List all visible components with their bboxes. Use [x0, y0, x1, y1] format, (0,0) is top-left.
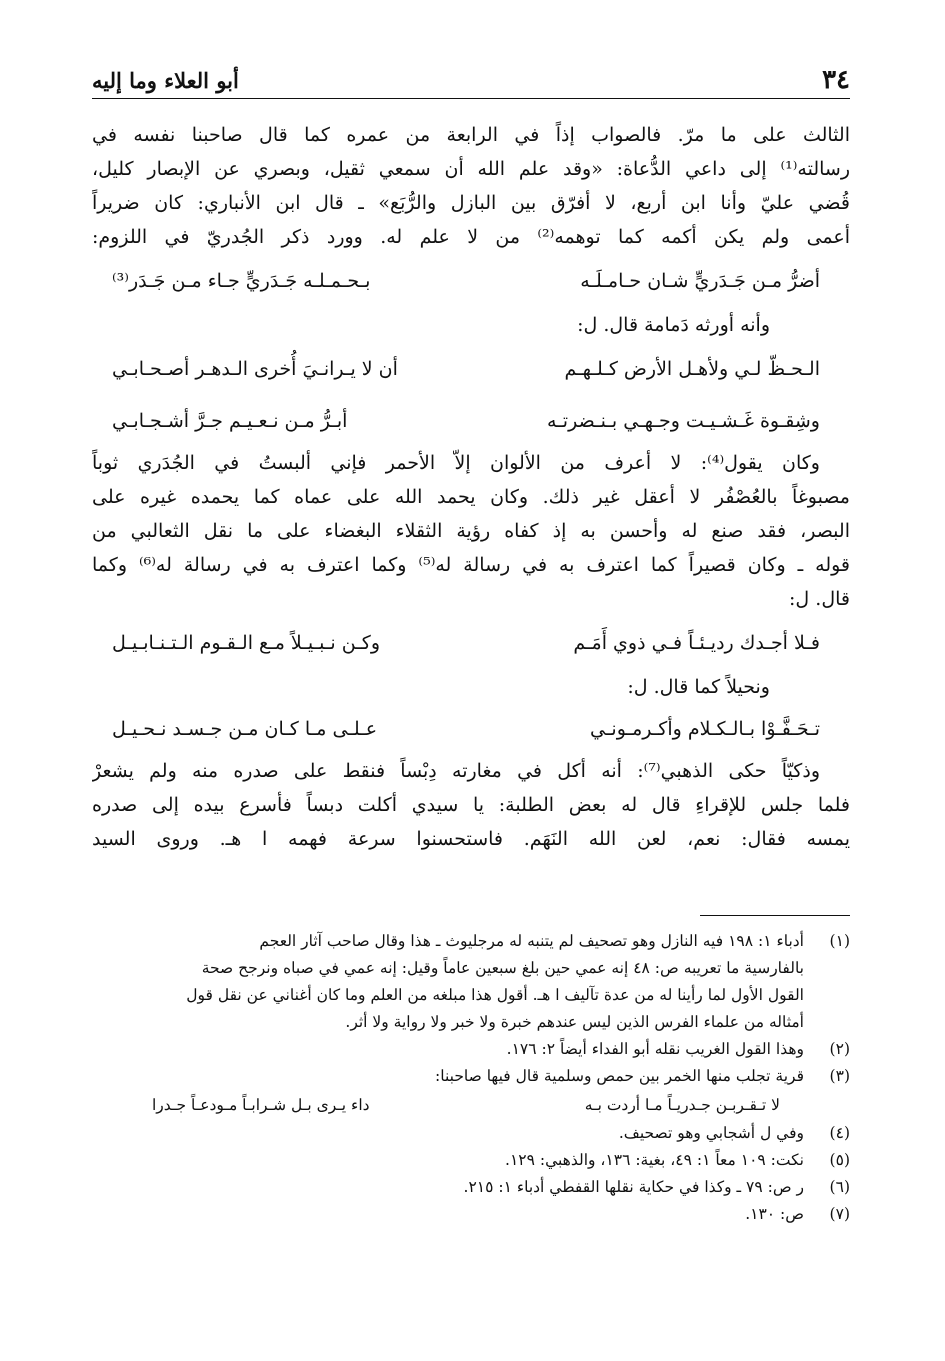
verse-hemistich-left: داء يـرى بـل شـرابـاً مـودعـاً جـدرا: [152, 1095, 370, 1114]
text-line: فلما جلس للإقراءِ قال له بعض الطلبة: يا سيدي أكلت دبساً فأسرع بيده إلى صدره: [92, 794, 850, 816]
text-line: ونحيلاً كما قال. ل:: [627, 676, 770, 698]
verse-hemistich-right: وشِقـوة غَـشـيـت وجـهـي بـنـضرتـه: [547, 410, 820, 432]
footnote-6: [92, 1174, 850, 1201]
footnote-4: [92, 1120, 850, 1147]
footnote-2: [92, 1036, 850, 1063]
text-line: قال. ل:: [789, 588, 850, 610]
verse-line: [92, 254, 850, 308]
verse-hemistich-right: لا تـقـربـن جـدريـاً مـا أردت بـه: [584, 1095, 780, 1114]
text-line: البصر، فقد صنع له وأحسن به إذ كفاه رؤية الثقلاء البغضاء على ما نقل الثعالبي من: [92, 520, 850, 542]
page-header: [92, 62, 850, 99]
footnote-text: قرية تجلب منها الخمر بين حمص وسلمية قال فيها صاحبنا:: [435, 1067, 804, 1085]
footnote-7: [92, 1201, 850, 1228]
footnote-separator: [700, 915, 850, 916]
text-line: أعمى ولم يكن أكمه كما توهمه⁽²⁾ من لا علم له. وورد ذكر الجُدريّ في اللزوم:: [92, 226, 850, 248]
verse-hemistich-right: تـحَـفَّـوْا بـالـكـلام وأكـرمـونـي: [590, 718, 820, 740]
footnote-text: أمثاله من علماء الفرس الذين ليس عندهم خبرة ولا خبر ولا رواية ولا أثر.: [345, 1013, 804, 1031]
verse-hemistich-left: وكـن نـبـيـلاً مـع الـقـوم الـتـنـابـيـل: [112, 632, 381, 654]
footnote-number: (٧): [829, 1205, 850, 1223]
footnote-number: (٦): [829, 1178, 850, 1196]
verse-line: [92, 704, 850, 754]
text-line: مصبوغاً بالعُصْفُر لا أعقل غير ذلك. وكان يحمد الله على عماه كما يحمده غيره على: [92, 486, 850, 508]
verse-hemistich-left: أن لا يـرانـيَ أُخرى الـدهـر أصـحـابـي: [112, 358, 398, 380]
footnote-text: بالفارسية ما تعريبه ص: ٤٨ إنه عمي حين بلغ سبعين عاماً وقيل: إنه عمي في صباه ونرجح صحة: [201, 959, 804, 977]
text-line: قُضي عليّ وأنا ابن أربع، لا أفرّق بين البازل والرُّبَع» ـ قال ابن الأنباري: كان ضريراً: [92, 192, 850, 214]
text-line: يمسه فقال: نعم، لعن الله النَهَم. فاستحسنوا سرعة فهمه ا هـ. وروى السيد: [92, 828, 850, 850]
footnote-text: ص: ١٣٠.: [745, 1205, 804, 1223]
text-line: وكان يقول⁽⁴⁾: لا أعرف من الألوان إلاّ الأحمر فإني ألبستُ في الجُدَري ثوباً: [92, 452, 820, 474]
verse-line: [92, 342, 850, 396]
verse-line: [92, 396, 850, 446]
footnote-1: [92, 928, 850, 955]
footnote-5: [92, 1147, 850, 1174]
main-text: [92, 118, 850, 856]
footnote-text: القول الأول لما رأينا له من عدة تآليف ا هـ. أقول هذا مبلغه من العلم وما كان أغناني عن نقل قول: [186, 986, 804, 1004]
verse-hemistich-right: فـلا أجـدك رديـئـاً فـي ذوي أَمَـم: [573, 632, 820, 654]
footnote-text: ر ص: ٧٩ ـ وكذا في حكاية نقلها القفطي أدباء ١: ٢١٥.: [463, 1178, 804, 1196]
text-line: وأنه أورثه دَمامة قال. ل:: [577, 314, 770, 336]
verse-hemistich-right: أضرُّ مـن جَـدَريٍّ شـان حـامـلَـه: [580, 270, 820, 292]
running-title: أبو العلاء وما إليه: [92, 67, 239, 93]
footnote-number: (٤): [829, 1124, 850, 1142]
verse-hemistich-right: الـحـظّ لـي ولأهـل الأرض كـلـهـم: [564, 358, 820, 380]
footnote-text: وهذا القول الغريب نقله أبو الفداء أيضاً ٢: ١٧٦.: [506, 1040, 804, 1058]
footnote-text: نكت: ١٠٩ معاً ١: ٤٩، بغية: ١٣٦، والذهبي: ١٢٩.: [505, 1151, 804, 1169]
verse-hemistich-left: بـحـمـلـه جَـدَريٍّ جـاء مـن جَـدَر⁽³⁾: [112, 270, 371, 292]
footnote-text: أدباء ١: ١٩٨ فيه النازل وهو تصحيف لم يتنبه له مرجليوث ـ هذا وقال صاحب آثار العجم: [259, 932, 804, 950]
verse-hemistich-left: عـلـى مـا كـان مـن جـسـد نـحـيـل: [112, 718, 378, 740]
text-line: الثالث على ما مرّ. فالصواب إذاً في الرابعة من عمره كما قال صاحبنا نفسه في: [92, 124, 850, 146]
verse-hemistich-left: أبـرُّ مـن نـعـيـم جـرَّ أشـجـابـي: [112, 410, 348, 432]
footnote-verse: [92, 1090, 850, 1120]
text-line: قوله ـ وكان قصيراً كما اعترف به في رسالة له⁽⁵⁾ وكما اعترف به في رسالة له⁽⁶⁾ وكما: [92, 554, 850, 576]
footnote-number: (١): [829, 932, 850, 950]
footnotes: [92, 928, 850, 1228]
footnote-number: (٢): [829, 1040, 850, 1058]
text-line: رسالته⁽¹⁾ إلى داعي الدُّعاة: «وقد علم الله أن سمعي ثقيل، وبصري عن الإبصار كليل،: [92, 158, 850, 180]
footnote-number: (٣): [829, 1067, 850, 1085]
footnote-text: وفي ل أشجابي وهو تصحيف.: [618, 1124, 804, 1142]
footnote-number: (٥): [829, 1151, 850, 1169]
page-number: ٣٤: [822, 65, 850, 95]
text-line: وذكيّاً حكى الذهبي⁽⁷⁾: أنه أكل في مغارته دِبْساً فنقط على صدره منه ولم يشعرْ: [92, 760, 820, 782]
verse-line: [92, 616, 850, 670]
footnote-3: [92, 1063, 850, 1090]
